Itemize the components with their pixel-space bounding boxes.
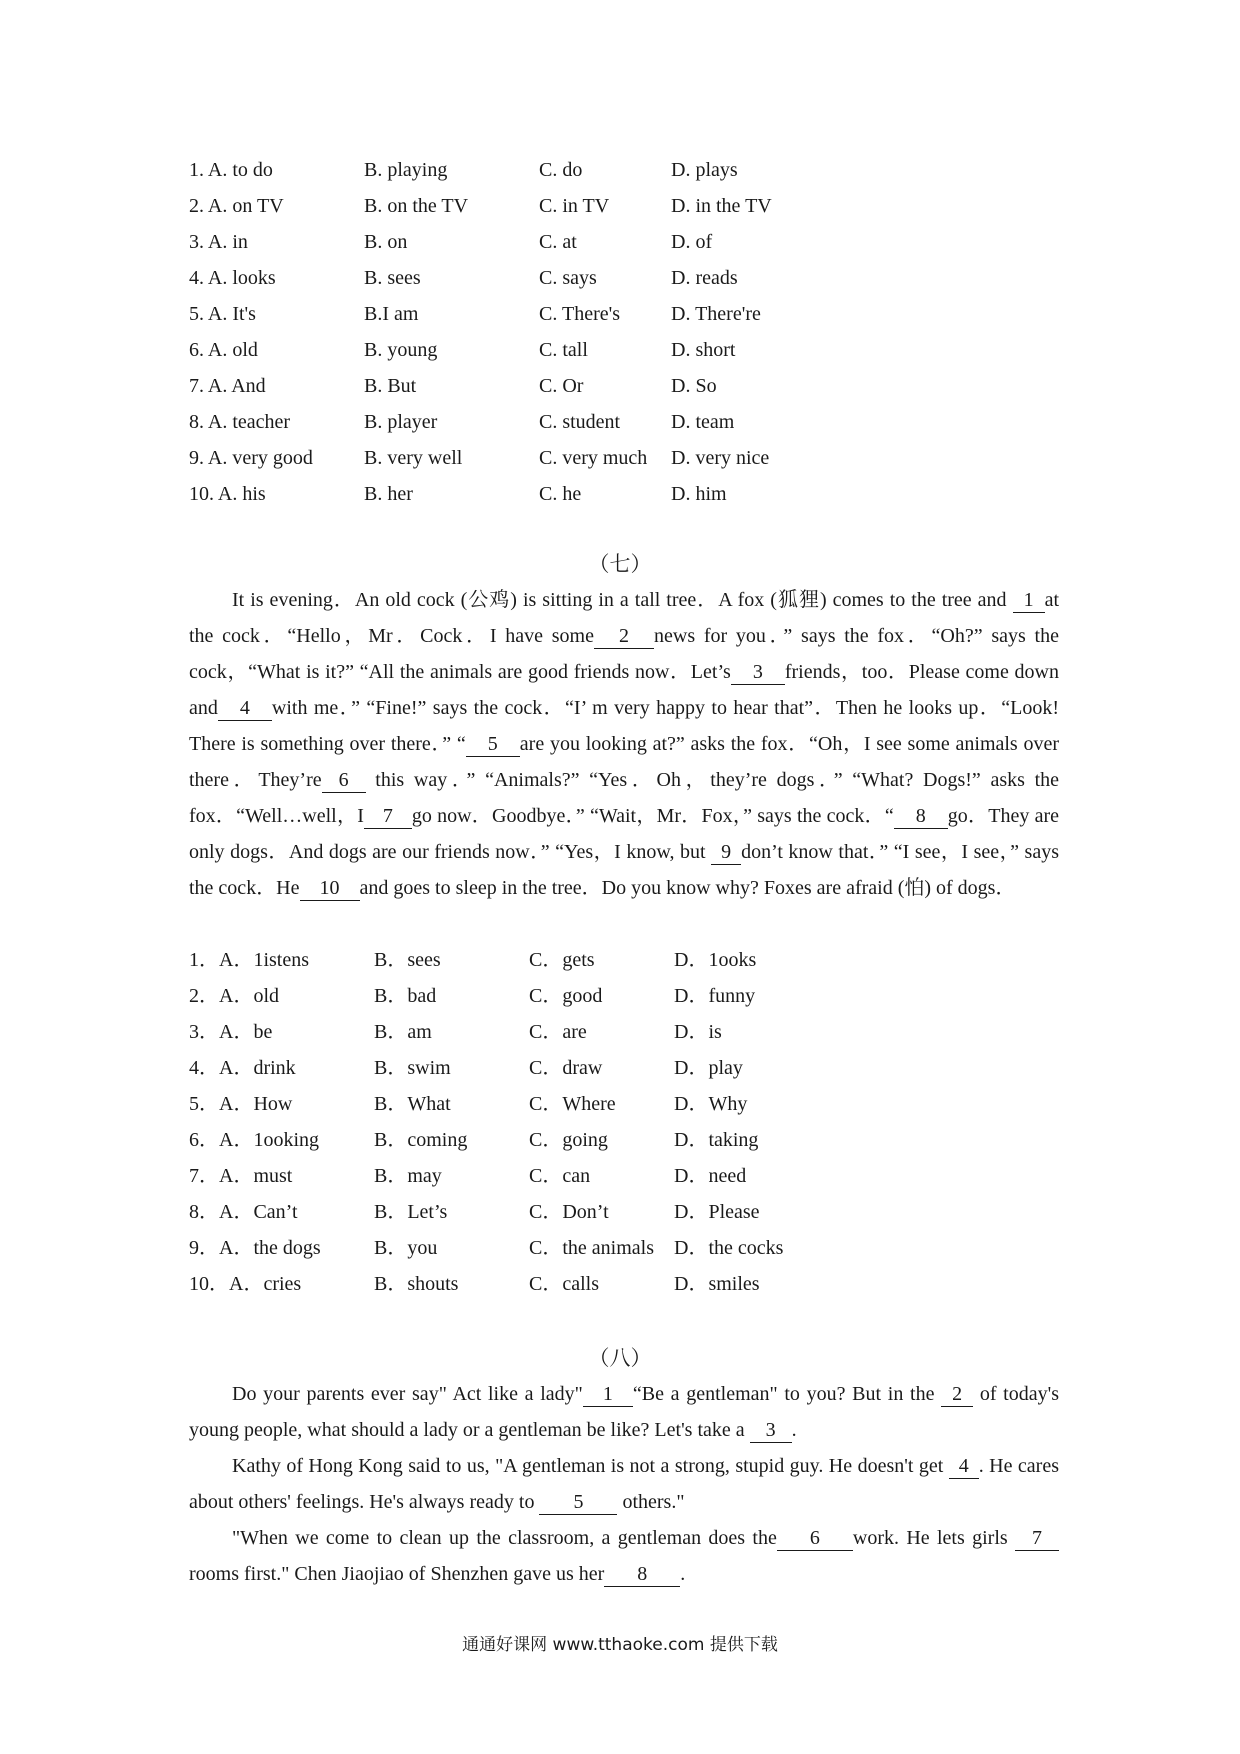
blank-8: 8 <box>894 804 948 829</box>
option-c: C. There's <box>539 303 620 325</box>
option-b: B．shouts <box>374 1273 459 1295</box>
option-c: C．gets <box>529 949 595 971</box>
option-b: B．am <box>374 1021 432 1043</box>
option-c: C．good <box>529 985 603 1007</box>
option-a: 6．A．1ooking <box>189 1129 319 1151</box>
option-d: D. reads <box>671 267 738 289</box>
option-b: B．bad <box>374 985 437 1007</box>
option-a: 4. A. looks <box>189 267 276 289</box>
option-c: C. in TV <box>539 195 610 217</box>
option-d: D．play <box>674 1057 743 1079</box>
option-a: 5. A. It's <box>189 303 256 325</box>
option-c: C．draw <box>529 1057 603 1079</box>
blank-4: 4 <box>949 1454 979 1479</box>
option-a: 6. A. old <box>189 339 258 361</box>
option-a: 5．A．How <box>189 1093 293 1115</box>
option-d: D. short <box>671 339 736 361</box>
option-b: B．sees <box>374 949 441 971</box>
option-b: B. young <box>364 339 438 361</box>
option-a: 7．A．must <box>189 1165 293 1187</box>
text: Kathy of Hong Kong said to us, "A gentleman is not a strong, stupid guy. He doesn't get <box>232 1455 949 1477</box>
blank-1: 1 <box>1013 588 1045 613</box>
footer-credit: 通通好课网 www.tthaoke.com 提供下载 <box>462 1635 778 1655</box>
section8-title: （八） <box>588 1346 652 1370</box>
option-d: D. plays <box>671 159 738 181</box>
text: go．They are only dogs．And dogs are our friends now．” “Yes，I know, but <box>189 805 1059 863</box>
option-d: D. So <box>671 375 717 397</box>
text: this way．” “Animals?” “Yes．Oh，they’re dogs．” “What? Dogs!” asks the fox．“Well…well，I <box>189 769 1060 827</box>
option-a: 4．A．drink <box>189 1057 296 1079</box>
text: work. He lets girls <box>852 1527 1015 1549</box>
text: friends，too．Please come down and <box>189 661 1059 719</box>
text: with me．” “Fine!” says the cock．“I’ m very happy to hear that”．Then he looks up．“Look! There is something over there．” “ <box>189 697 1059 755</box>
option-a: 2．A．old <box>189 985 279 1007</box>
option-b: B. player <box>364 411 438 433</box>
text: “Be a gentleman" to you? But in the <box>632 1383 942 1405</box>
option-a: 9．A．the dogs <box>189 1237 321 1259</box>
section8-passage <box>189 1376 1059 1592</box>
option-d: D．Please <box>674 1201 760 1223</box>
section8-paragraph-2 <box>189 1448 1059 1520</box>
option-a: 10．A．cries <box>189 1273 302 1295</box>
option-d: D．is <box>674 1021 722 1043</box>
option-d: D．the cocks <box>674 1237 784 1259</box>
option-a: 3. A. in <box>189 231 248 253</box>
option-d: D．funny <box>674 985 756 1007</box>
text: don’t know that．” “I see，I see，” says the cock．He <box>189 841 1059 899</box>
text: Do your parents ever say" Act like a lady" <box>232 1383 583 1405</box>
blank-3: 3 <box>731 660 785 685</box>
option-d: D. of <box>671 231 713 253</box>
text: at the cock．“Hello，Mr．Cock．I have some <box>189 589 1059 647</box>
option-b: B．coming <box>374 1129 468 1151</box>
option-b: B．What <box>374 1093 451 1115</box>
option-a: 10. A. his <box>189 483 266 505</box>
option-d: D. him <box>671 483 727 505</box>
option-b: B. on <box>364 231 408 253</box>
option-c: C. tall <box>539 339 588 361</box>
section7-passage <box>189 582 1059 906</box>
text: . <box>680 1563 686 1585</box>
text: go now．Goodbye．” “Wait，Mr．Fox，” says the cock．“ <box>411 805 894 827</box>
blank-10: 10 <box>300 876 360 901</box>
option-b: B．may <box>374 1165 442 1187</box>
option-b: B.I am <box>364 303 419 325</box>
option-b: B. But <box>364 375 417 397</box>
blank-4: 4 <box>218 696 272 721</box>
option-d: D．1ooks <box>674 949 757 971</box>
blank-7: 7 <box>364 804 412 829</box>
option-d: D．smiles <box>674 1273 760 1295</box>
option-b: B. on the TV <box>364 195 469 217</box>
blank-6: 6 <box>777 1526 853 1551</box>
blank-3: 3 <box>750 1418 792 1443</box>
text: . He cares about others' feelings. He's always ready to <box>189 1455 1059 1513</box>
option-c: C．Where <box>529 1093 616 1115</box>
option-c: C. says <box>539 267 597 289</box>
section7-title: （七） <box>588 552 652 576</box>
option-d: D．Why <box>674 1093 748 1115</box>
option-c: C．going <box>529 1129 608 1151</box>
text: are you looking at?” asks the fox．“Oh，I see some animals over there．They’re <box>189 733 1059 791</box>
option-b: B. her <box>364 483 413 505</box>
blank-6: 6 <box>322 768 366 793</box>
option-d: D．taking <box>674 1129 759 1151</box>
option-d: D. There're <box>671 303 761 325</box>
option-a: 8. A. teacher <box>189 411 291 433</box>
option-c: C．can <box>529 1165 591 1187</box>
text: . <box>791 1419 797 1441</box>
blank-2: 2 <box>594 624 654 649</box>
blank-5: 5 <box>466 732 520 757</box>
text: others." <box>617 1491 685 1513</box>
text: rooms first." Chen Jiaojiao of Shenzhen gave us her <box>189 1563 605 1585</box>
option-c: C. at <box>539 231 577 253</box>
text: "When we come to clean up the classroom, a gentleman does the <box>232 1527 777 1549</box>
section8-paragraph-3 <box>189 1520 1059 1592</box>
text: and goes to sleep in the tree．Do you know why? Foxes are afraid (怕) of dogs． <box>359 877 1016 899</box>
text: news for you．” says the fox．“Oh?” says the cock，“What is it?” “All the animals are good friends now．Let’s <box>189 625 1059 683</box>
option-a: 1. A. to do <box>189 159 273 181</box>
option-c: C. Or <box>539 375 584 397</box>
option-c: C．the animals <box>529 1237 654 1259</box>
option-a: 3．A．be <box>189 1021 273 1043</box>
option-b: B. very well <box>364 447 463 469</box>
option-d: D. in the TV <box>671 195 772 217</box>
option-c: C. do <box>539 159 583 181</box>
option-b: B．you <box>374 1237 438 1259</box>
blank-9: 9 <box>711 840 741 865</box>
blank-5: 5 <box>539 1490 617 1515</box>
option-a: 2. A. on TV <box>189 195 284 217</box>
option-a: 8．A．Can’t <box>189 1201 298 1223</box>
section8-paragraph-1 <box>189 1376 1059 1448</box>
option-c: C．calls <box>529 1273 599 1295</box>
option-d: D．need <box>674 1165 747 1187</box>
option-c: C．Don’t <box>529 1201 609 1223</box>
text: of today's young people, what should a lady or a gentleman be like? Let's take a <box>189 1383 1059 1441</box>
option-c: C. he <box>539 483 582 505</box>
option-c: C．are <box>529 1021 587 1043</box>
option-b: B．swim <box>374 1057 451 1079</box>
option-d: D. team <box>671 411 735 433</box>
option-d: D. very nice <box>671 447 770 469</box>
option-c: C. very much <box>539 447 648 469</box>
option-c: C. student <box>539 411 621 433</box>
blank-2: 2 <box>941 1382 973 1407</box>
blank-1: 1 <box>583 1382 633 1407</box>
option-a: 9. A. very good <box>189 447 313 469</box>
option-b: B. playing <box>364 159 448 181</box>
option-a: 1．A．1istens <box>189 949 309 971</box>
blank-7: 7 <box>1015 1526 1059 1551</box>
option-b: B. sees <box>364 267 421 289</box>
text: It is evening．An old cock (公鸡) is sitting in a tall tree．A fox (狐狸) comes to the tree and <box>232 589 1013 611</box>
option-b: B．Let’s <box>374 1201 448 1223</box>
option-a: 7. A. And <box>189 375 266 397</box>
blank-8: 8 <box>604 1562 680 1587</box>
